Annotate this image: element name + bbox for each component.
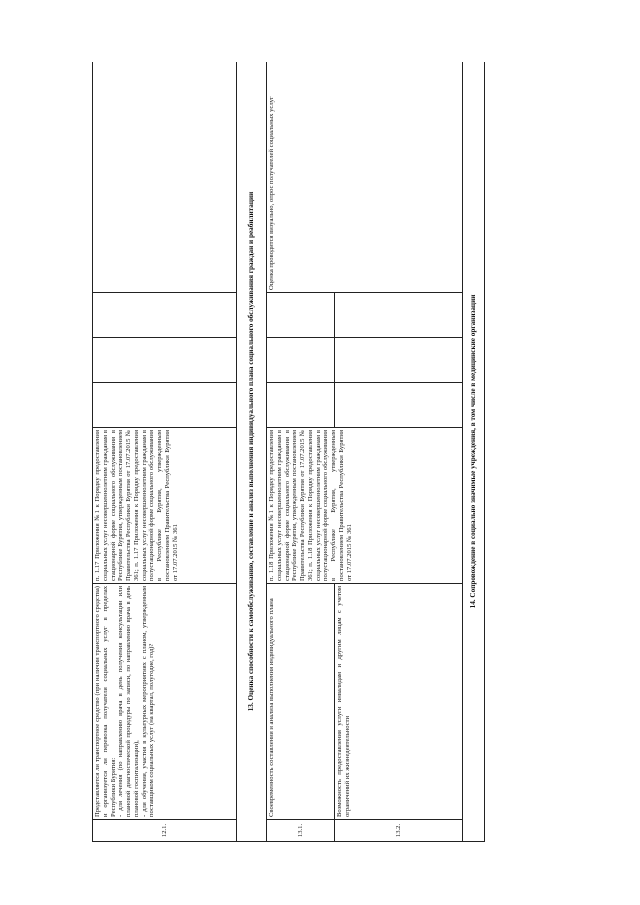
row-question: Возможность предоставления услуги инвалидам и другим лицам с учетом ограничений их жизнедеятельности bbox=[335, 584, 463, 820]
row-question: Своевременность составления и анализа выполнения индивидуального плана bbox=[267, 584, 335, 820]
question-line: - для обучения, участия в культурных мероприятиях с планом, утвержденным поставщиком социальных услуг (на квартал, полугодие, год)? bbox=[140, 586, 156, 817]
answer-cell bbox=[335, 338, 463, 383]
table-row bbox=[93, 62, 237, 842]
checklist-table bbox=[92, 62, 485, 842]
row-note bbox=[93, 62, 237, 293]
answer-cell bbox=[267, 338, 335, 383]
section-title: 13. Оценка способности к самообслуживанию, составление и анализ выполнения индивидуального плана социального обслуживания граждан и реабилитации bbox=[237, 62, 267, 842]
row-reference: п. 1.17 Приложения №1 к Порядку предоставления социальных услуг несовершеннолетним гражданам в стационарной форме социального обслуживания в Республике Бурятия, утвержденным постановлением Правительства Республики Бурятия от 17.07.2015 № 361; п. 1.17 Приложения к Порядку предоставления социальных услуг несовершеннолетним гражданам в полустационарной форме социального обслуживания в Республике Бурятия, утвержденным постановлением Правительства Республики Бурятия от 17.07.2015 № 361 bbox=[93, 428, 237, 584]
section-header-row bbox=[463, 62, 485, 842]
answer-cell bbox=[93, 293, 237, 338]
section-title: 14. Сопровождение в социально значимые учреждения, в том числе в медицинские организации bbox=[463, 62, 485, 842]
row-reference: п. 1.18 Приложения №1 к Порядку предоставления социальных услуг несовершеннолетним гражданам в стационарной форме социального обслуживания в Республике Бурятия, утвержденным постановлением Правительства Республики Бурятия от 17.07.2015 № 361; п. 1.18 Приложения к Порядку предоставления социальных услуг несовершеннолетним гражданам в полустационарной форме социального обслуживания в Республике Бурятия, утвержденным постановлением Правительства Республики Бурятия от 17.07.2015 № 361 bbox=[267, 428, 463, 584]
rotated-table-container bbox=[92, 62, 548, 842]
answer-cell bbox=[335, 293, 463, 338]
row-number: 12.1. bbox=[93, 820, 237, 842]
answer-cell bbox=[93, 338, 237, 383]
row-question bbox=[93, 584, 237, 820]
answer-cell bbox=[335, 383, 463, 428]
question-line: Представляется ли транспортное средство (при наличии транспортного средства) и организуется ли перевозка получателя социальных услуг в пределах Республики Бурятия: bbox=[94, 586, 117, 817]
table-row bbox=[267, 62, 335, 842]
row-number: 13.2. bbox=[335, 820, 463, 842]
row-number: 13.1. bbox=[267, 820, 335, 842]
answer-cell bbox=[267, 383, 335, 428]
row-note: Оценка проводится визуально, опрос получателей социальных услуг bbox=[267, 62, 463, 293]
answer-cell bbox=[267, 293, 335, 338]
answer-cell bbox=[93, 383, 237, 428]
section-header-row bbox=[237, 62, 267, 842]
document-page bbox=[92, 62, 548, 842]
question-line: - для лечения (по направлению врача в день получения консультации или плановой диагностической процедуры по записи, по направлению врача в день плановой госпитализации), bbox=[117, 586, 140, 817]
